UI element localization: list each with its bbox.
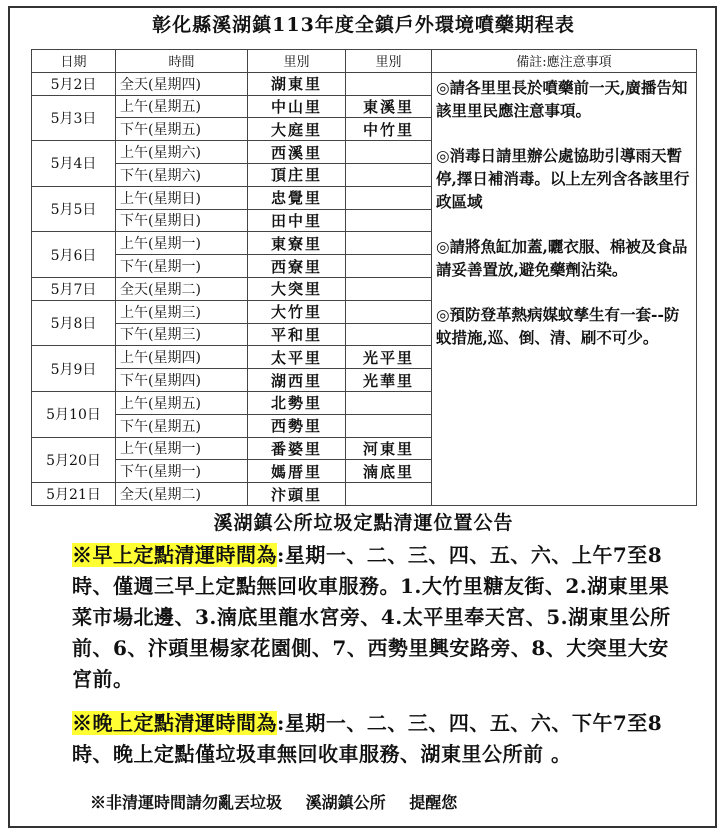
table-header-row: [32, 50, 697, 73]
village-cell: 頂庄里: [248, 163, 346, 186]
village-cell: 西勢里: [248, 414, 346, 437]
footer-note: [90, 790, 690, 813]
spray-schedule-table: [31, 49, 697, 506]
village-cell: 忠覺里: [248, 186, 346, 209]
date-cell: 5月7日: [32, 277, 116, 300]
village-cell-2: [346, 300, 432, 323]
village-cell-2: 河東里: [346, 437, 432, 460]
date-cell: 5月4日: [32, 141, 116, 187]
village-cell: 東寮里: [248, 232, 346, 255]
date-cell: 5月9日: [32, 346, 116, 392]
village-cell-2: [346, 163, 432, 186]
date-cell: 5月21日: [32, 483, 116, 506]
time-cell: 下午(星期六): [116, 163, 248, 186]
village-cell-2: [346, 186, 432, 209]
village-cell: 田中里: [248, 209, 346, 232]
village-cell: 湖西里: [248, 369, 346, 392]
time-cell: 下午(星期日): [116, 209, 248, 232]
time-cell: 全天(星期二): [116, 277, 248, 300]
village-cell-2: 中竹里: [346, 118, 432, 141]
village-cell: 中山里: [248, 95, 346, 118]
village-cell: 平和里: [248, 323, 346, 346]
village-cell-2: [346, 277, 432, 300]
village-cell-2: [346, 414, 432, 437]
header-time: 時間: [116, 50, 248, 73]
date-cell: 5月3日: [32, 95, 116, 141]
morning-collection-paragraph: [72, 540, 672, 695]
village-cell: 番婆里: [248, 437, 346, 460]
note-item: ◎請將魚缸加蓋,曬衣服、棉被及食品請妥善置放,避免藥劑沾染。: [436, 236, 688, 279]
note-item: ◎請各里里長於噴藥前一天,廣播告知該里里民應注意事項。: [436, 77, 688, 120]
date-cell: 5月5日: [32, 186, 116, 232]
time-cell: 上午(星期一): [116, 232, 248, 255]
time-cell: 下午(星期一): [116, 255, 248, 278]
village-cell-2: 光華里: [346, 369, 432, 392]
village-cell-2: 湳底里: [346, 460, 432, 483]
village-cell: 西寮里: [248, 255, 346, 278]
time-cell: 下午(星期三): [116, 323, 248, 346]
village-cell-2: [346, 323, 432, 346]
header-village-2: 里別: [346, 50, 432, 73]
village-cell-2: 東溪里: [346, 95, 432, 118]
time-cell: 上午(星期四): [116, 346, 248, 369]
morning-text: :星期一、二、三、四、五、六、上午7至8時、僅週三早上定點無回收車服務。1.大竹里糖友街、2.湖東里果菜市場北邊、3.湳底里龍水宮旁、4.太平里奉天宮、5.湖東里公所前、6、汴頭里楊家花園側、7、西勢里興安路旁、8、大突里大安宮前。: [72, 543, 671, 691]
date-cell: 5月2日: [32, 72, 116, 95]
table-row: [32, 72, 697, 95]
village-cell: 汴頭里: [248, 483, 346, 506]
notes-cell: [432, 72, 697, 505]
village-cell: 大庭里: [248, 118, 346, 141]
village-cell: 西溪里: [248, 141, 346, 164]
village-cell: 北勢里: [248, 391, 346, 414]
date-cell: 5月8日: [32, 300, 116, 346]
time-cell: 下午(星期五): [116, 118, 248, 141]
time-cell: 全天(星期四): [116, 72, 248, 95]
date-cell: 5月6日: [32, 232, 116, 278]
time-cell: 上午(星期五): [116, 391, 248, 414]
date-cell: 5月10日: [32, 391, 116, 437]
village-cell-2: [346, 141, 432, 164]
village-cell: 湖東里: [248, 72, 346, 95]
village-cell-2: [346, 483, 432, 506]
note-item: ◎消毒日請里辦公處協助引導雨天暫停,擇日補消毒。以上左列含各該里行政區域: [436, 145, 690, 211]
village-cell: 太平里: [248, 346, 346, 369]
time-cell: 下午(星期五): [116, 414, 248, 437]
morning-label: ※早上定點清運時間為: [72, 543, 277, 567]
header-notes: 備註:應注意事項: [432, 50, 697, 73]
time-cell: 上午(星期六): [116, 141, 248, 164]
footer-reminder: 提醒您: [409, 793, 458, 812]
footer-notice: ※非清運時間請勿亂丟垃圾: [90, 793, 283, 812]
time-cell: 下午(星期四): [116, 369, 248, 392]
evening-text: :星期一、二、三、四、五、六、下午7至8時、晚上定點僅垃圾車無回收車服務、湖東里公所前 。: [72, 711, 663, 766]
village-cell: 大突里: [248, 277, 346, 300]
note-item: ◎預防登革熱病媒蚊孳生有一套--防蚊措施,巡、倒、清、刷不可少。: [436, 304, 680, 347]
time-cell: 全天(星期二): [116, 483, 248, 506]
time-cell: 上午(星期一): [116, 437, 248, 460]
time-cell: 上午(星期三): [116, 300, 248, 323]
village-cell-2: 光平里: [346, 346, 432, 369]
village-cell-2: [346, 255, 432, 278]
date-cell: 5月20日: [32, 437, 116, 483]
village-cell: 大竹里: [248, 300, 346, 323]
village-cell-2: [346, 232, 432, 255]
village-cell-2: [346, 391, 432, 414]
announcement-title: 溪湖鎮公所垃圾定點清運位置公告: [213, 512, 514, 534]
header-date: 日期: [32, 50, 116, 73]
document-title: 彰化縣溪湖鎮113年度全鎮戶外環境噴藥期程表: [152, 14, 575, 36]
footer-office: 溪湖鎮公所: [305, 793, 386, 812]
time-cell: 上午(星期五): [116, 95, 248, 118]
header-village-1: 里別: [248, 50, 346, 73]
village-cell-2: [346, 72, 432, 95]
evening-label: ※晚上定點清運時間為: [72, 711, 277, 735]
time-cell: 上午(星期日): [116, 186, 248, 209]
evening-collection-paragraph: [72, 708, 672, 770]
village-cell: 媽厝里: [248, 460, 346, 483]
schedule-body: [32, 72, 697, 505]
time-cell: 下午(星期一): [116, 460, 248, 483]
village-cell-2: [346, 209, 432, 232]
